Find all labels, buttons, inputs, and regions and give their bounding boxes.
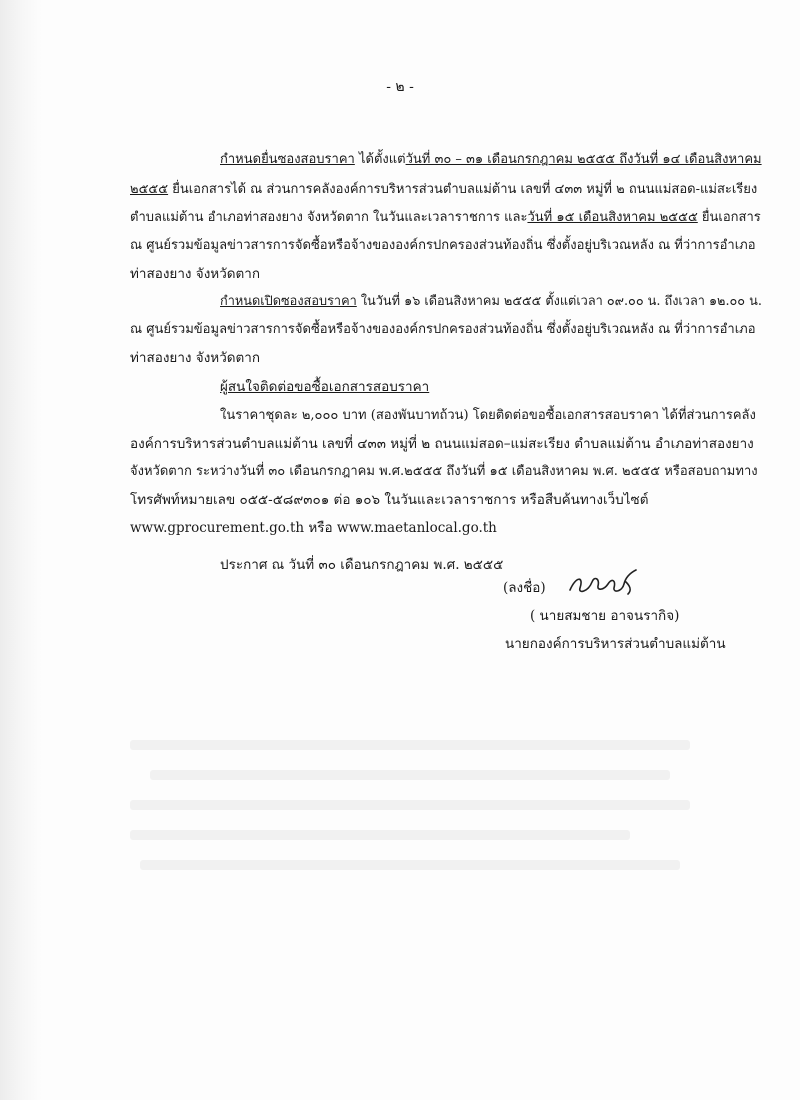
para1-line3-pre: ตำบลแม่ต้าน อำเภอท่าสองยาง จังหวัดตาก ในวันและเวลาราชการ และ: [130, 210, 528, 225]
para2-line1: [220, 292, 762, 312]
submission-year: ๒๕๕๕: [130, 182, 169, 197]
para1-line3: [130, 208, 761, 228]
page-number: - ๒ -: [386, 79, 414, 95]
para2-line2: ณ ศูนย์รวมข้อมูลข่าวสารการจัดซื้อหรือจ้างขององค์กรปกครองส่วนท้องถิ่น ซึ่งตั้งอยู่บริเวณหลัง ณ ที่ว่าการอำเภอ: [130, 322, 756, 337]
announcement-date: ประกาศ ณ วันที่ ๓๐ เดือนกรกฎาคม พ.ศ. ๒๕๕๕: [220, 557, 504, 573]
para3-line4: โทรศัพท์หมายเลข ๐๕๕-๕๘๙๓๐๑ ต่อ ๑๐๖ ในวันและเวลาราชการ หรือสืบค้นทางเว็บไซต์: [130, 492, 649, 508]
para1-line2: [130, 180, 757, 200]
opening-heading: กำหนดเปิดซองสอบราคา: [220, 294, 357, 309]
scan-edge-shadow: [0, 0, 42, 1100]
para1-line4: ณ ศูนย์รวมข้อมูลข่าวสารการจัดซื้อหรือจ้างขององค์กรปกครองส่วนท้องถิ่น ซึ่งตั้งอยู่บริเวณหลัง ณ ที่ว่าการอำเภอ: [130, 238, 756, 253]
para1-line3-post: ยื่นเอกสาร: [697, 210, 761, 225]
para1-line1: [220, 150, 762, 170]
website-line: www.gprocurement.go.th หรือ www.maetanlocal.go.th: [130, 520, 497, 536]
bleed-through-line: [140, 860, 680, 870]
para3-line3: จังหวัดตาก ระหว่างวันที่ ๓๐ เดือนกรกฎาคม พ.ศ.๒๕๕๕ ถึงวันที่ ๑๕ เดือนสิงหาคม พ.ศ. ๒๕๕๕ หรือสอบถามทาง: [130, 464, 758, 479]
submission-date-range: วันที่ ๓๐ – ๓๑ เดือนกรกฎาคม ๒๕๕๕ ถึงวันที่ ๑๔ เดือนสิงหาคม: [405, 152, 762, 167]
purchase-heading: ผู้สนใจติดต่อขอซื้อเอกสารสอบราคา: [220, 379, 430, 395]
bleed-through-line: [130, 800, 690, 810]
para2-line3: ท่าสองยาง จังหวัดตาก: [130, 350, 261, 366]
bleed-through-line: [130, 740, 690, 750]
para1-line1-mid: ได้ตั้งแต่: [354, 152, 406, 167]
handwritten-signature-icon: [566, 566, 646, 598]
signer-name: ( นายสมชาย อาจนรากิจ): [530, 608, 680, 624]
para3-line1: ในราคาชุดละ ๒,๐๐๐ บาท (สองพันบาทถ้วน) โดยติดต่อขอซื้อเอกสารสอบราคา ได้ที่ส่วนการคลัง: [220, 408, 756, 423]
para2-line1-rest: ในวันที่ ๑๖ เดือนสิงหาคม ๒๕๕๕ ตั้งแต่เวลา ๐๙.๐๐ น. ถึงเวลา ๑๒.๐๐ น.: [356, 294, 762, 309]
bleed-through-line: [130, 830, 630, 840]
submission-final-date: วันที่ ๑๕ เดือนสิงหาคม ๒๕๕๕: [527, 210, 698, 225]
para1-line2-rest: ยื่นเอกสารได้ ณ ส่วนการคลังองค์การบริหารส่วนตำบลแม่ต้าน เลขที่ ๔๓๓ หมู่ที่ ๒ ถนนแม่สอด-แม่สะเรียง: [168, 182, 758, 197]
para3-line2: องค์การบริหารส่วนตำบลแม่ต้าน เลขที่ ๔๓๓ หมู่ที่ ๒ ถนนแม่สอด–แม่สะเรียง ตำบลแม่ต้าน อำเภอท่าสองยาง: [130, 436, 754, 452]
submission-heading: กำหนดยื่นซองสอบราคา: [220, 152, 355, 167]
bleed-through-line: [150, 770, 670, 780]
signer-position: นายกองค์การบริหารส่วนตำบลแม่ต้าน: [505, 636, 726, 652]
signature-label: (ลงชื่อ): [503, 580, 546, 596]
para1-line5: ท่าสองยาง จังหวัดตาก: [130, 266, 261, 282]
